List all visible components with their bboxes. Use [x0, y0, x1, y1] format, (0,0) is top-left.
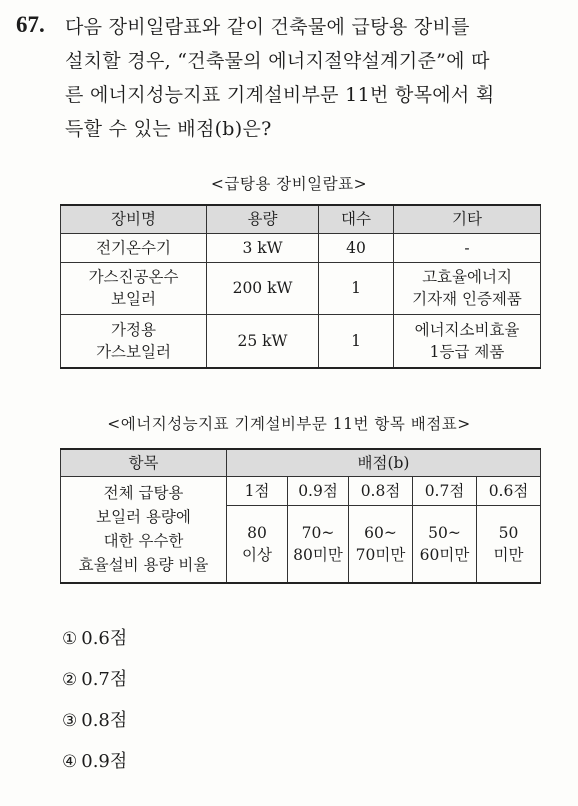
answer-options [62, 625, 127, 789]
option-1[interactable] [62, 625, 127, 666]
score-cell: 0.9점 [288, 476, 349, 505]
equipment-count: 1 [319, 262, 394, 314]
option-3[interactable] [62, 707, 127, 748]
range-line: 50~ [428, 523, 461, 542]
equipment-name: 전기온수기 [61, 233, 207, 262]
option-text: 0.7점 [81, 669, 128, 690]
header-capacity: 용량 [207, 205, 319, 233]
item-line: 전체 급탕용 [103, 484, 184, 503]
score-cell: 1점 [227, 476, 288, 505]
name-line: 가스보일러 [96, 342, 171, 361]
header-count: 대수 [319, 205, 394, 233]
etc-line: 에너지소비효율 [414, 320, 520, 339]
score-table [60, 448, 541, 584]
range-cell [227, 505, 288, 583]
equipment-name [61, 262, 207, 314]
question-line: 득할 수 있는 배점(b)은? [65, 118, 272, 140]
equipment-table [60, 204, 541, 369]
equipment-etc: - [394, 233, 541, 262]
range-cell [288, 505, 349, 583]
equipment-etc [394, 262, 541, 314]
item-line: 대한 우수한 [103, 532, 184, 551]
item-line: 효율설비 용량 비율 [78, 556, 209, 575]
option-text: 0.8점 [81, 710, 128, 731]
range-line: 60미만 [419, 545, 470, 564]
equipment-capacity: 200 kW [207, 262, 319, 314]
header-equipment-name: 장비명 [61, 205, 207, 233]
table-row [61, 262, 541, 314]
item-description [61, 476, 227, 583]
option-marker: ① [62, 629, 78, 649]
score-cell: 0.6점 [477, 476, 541, 505]
etc-line: 고효율에너지 [422, 268, 512, 286]
header-score: 배점(b) [227, 449, 541, 476]
table-row [61, 314, 541, 368]
range-cell [413, 505, 477, 583]
option-2[interactable] [62, 666, 127, 707]
range-cell [477, 505, 541, 583]
question-number: 67. [16, 12, 45, 37]
equipment-count: 1 [319, 314, 394, 368]
option-marker: ③ [62, 711, 78, 731]
score-cell: 0.8점 [349, 476, 413, 505]
etc-line: 기자재 인증제품 [412, 290, 522, 308]
etc-line: 1등급 제품 [429, 342, 505, 361]
question-line: 른 에너지성능지표 기계설비부문 11번 항목에서 획 [65, 84, 495, 106]
range-line: 80 [247, 523, 267, 542]
equipment-count: 40 [319, 233, 394, 262]
range-line: 70~ [301, 523, 335, 542]
equipment-table-caption: <급탕용 장비일람표> [210, 175, 368, 193]
header-item: 항목 [61, 449, 227, 476]
table-row [61, 233, 541, 262]
question-text [65, 10, 565, 146]
name-line: 보일러 [111, 290, 156, 308]
option-marker: ② [62, 670, 78, 690]
equipment-capacity: 25 kW [207, 314, 319, 368]
range-line: 80미만 [293, 545, 343, 564]
question-line: 설치할 경우, “건축물의 에너지절약설계기준”에 따 [65, 50, 490, 72]
question-line: 다음 장비일람표와 같이 건축물에 급탕용 장비를 [65, 16, 470, 38]
option-marker: ④ [62, 752, 78, 772]
option-text: 0.9점 [81, 751, 128, 772]
item-line: 보일러 용량에 [96, 508, 191, 527]
option-text: 0.6점 [81, 628, 128, 649]
name-line: 가스진공온수 [88, 268, 179, 286]
equipment-name [61, 314, 207, 368]
range-cell [349, 505, 413, 583]
range-line: 60~ [364, 523, 397, 542]
option-4[interactable] [62, 748, 127, 789]
name-line: 가정용 [111, 320, 156, 339]
range-line: 70미만 [355, 545, 406, 564]
score-table-caption: <에너지성능지표 기계설비부문 11번 항목 배점표> [107, 415, 471, 433]
range-line: 미만 [493, 545, 524, 564]
equipment-etc [394, 314, 541, 368]
range-line: 50 [498, 523, 519, 542]
equipment-capacity: 3 kW [207, 233, 319, 262]
score-cell: 0.7점 [413, 476, 477, 505]
range-line: 이상 [242, 545, 272, 564]
header-etc: 기타 [394, 205, 541, 233]
